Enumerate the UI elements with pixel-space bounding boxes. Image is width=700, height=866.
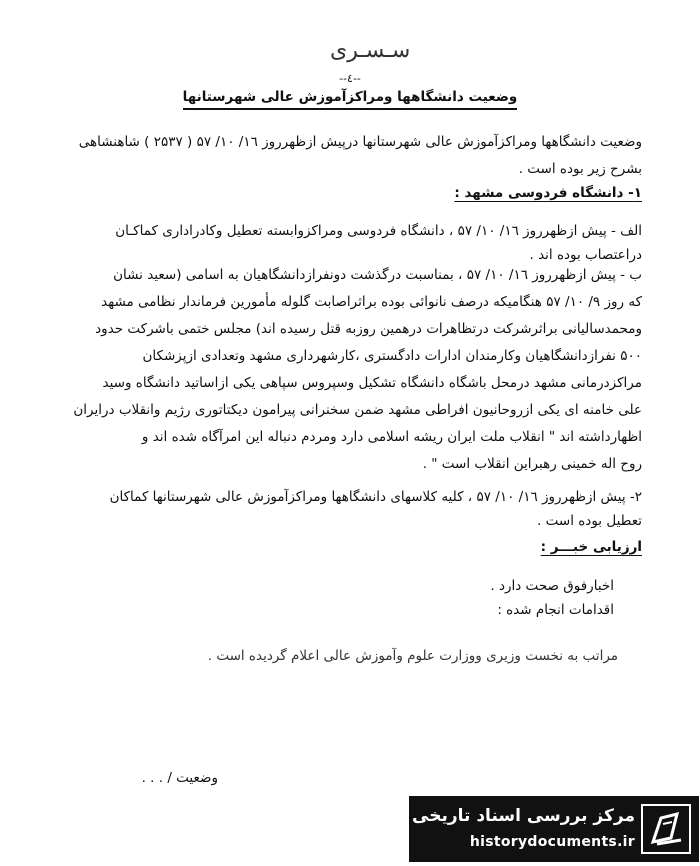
evaluation-text: اخبارفوق صحت دارد . bbox=[490, 578, 614, 594]
item-b-line-5: مراکزدرمانی مشهد درمحل باشگاه دانشگاه تشکیل وسپروس سپاهی یکی ازاساتید دانشگاه وسید bbox=[102, 375, 642, 391]
archive-watermark bbox=[409, 796, 699, 862]
item-b-line-1: ب - پیش ازظهرروز ۱٦/ ۱۰/ ۵۷ ، بمناسبت درگذشت دونفرازدانشگاهیان به اسامی (سعید نشان bbox=[113, 267, 642, 283]
archive-name: مرکز بررسی اسناد تاریخی bbox=[412, 806, 635, 826]
item-b-line-7: اظهارداشته اند " انقلاب ملت ایران ریشه اسلامی دارد ومردم دنباله این امرآگاه شده اند و bbox=[141, 429, 642, 445]
distribution-note: مراتب به نخست وزیری ووزارت علوم وآموزش عالی اعلام گردیده است . bbox=[207, 648, 618, 664]
document-title bbox=[0, 89, 700, 105]
section-2-line-1: ۲- پیش ازظهرروز ۱٦/ ۱۰/ ۵۷ ، کلیه کلاسهای دانشگاهها ومراکزآموزش عالی شهرستانها کماکان bbox=[109, 489, 642, 505]
item-b-line-4: ۵۰۰ نفرازدانشگاهیان وکارمندان ادارات دادگستری ،کارشهرداری مشهد وتعدادی ازپزشکان bbox=[142, 348, 642, 364]
classification-stamp: سـسـرى bbox=[330, 38, 411, 63]
intro-line-1: وضعیت دانشگاهها ومراکزآموزش عالی شهرستانها درپیش ازظهرروز ۱٦/ ۱۰/ ۵۷ ( ۲۵۳۷ ) شاهنشاهی bbox=[78, 134, 642, 150]
actions-label: اقدامات انجام شده : bbox=[497, 602, 614, 618]
status-footer: وضعیت / . . . bbox=[141, 770, 218, 786]
section-1-heading: ۱- دانشگاه فردوسی مشهد : bbox=[454, 185, 642, 201]
evaluation-heading: ارزیابی خبـــر : bbox=[540, 539, 642, 555]
item-a-line-1: الف - پیش ازظهرروز ۱٦/ ۱۰/ ۵۷ ، دانشگاه فردوسی ومراکزوابسته تعطیل وکادراداری کماکـان bbox=[115, 223, 642, 239]
section-2-line-2: تعطیل بوده است . bbox=[537, 513, 642, 529]
page-number: --٤-- bbox=[339, 72, 361, 85]
item-a-line-2: دراعتصاب بوده اند . bbox=[529, 247, 642, 263]
archive-logo-icon bbox=[641, 804, 691, 854]
intro-line-2: بشرح زیر بوده است . bbox=[518, 161, 642, 177]
item-b-line-2: که روز ۹/ ۱۰/ ۵۷ هنگامیکه درصف نانوائی بوده براثراصابت گلوله مأمورین فرماندار نظامی مشهد bbox=[101, 294, 642, 310]
archive-url: historydocuments.ir bbox=[469, 834, 635, 850]
item-b-line-8: روح اله خمینی رهبراین انقلاب است " . bbox=[422, 456, 642, 472]
document-title-text: وضعیت دانشگاهها ومراکزآموزش عالی شهرستانها bbox=[183, 89, 518, 110]
item-b-line-6: علی خامنه ای یکی ازروحانیون افراطی مشهد ضمن سخنرانی پیرامون دیکتاتوری رژیم وانقلاب درایران bbox=[73, 402, 642, 418]
item-b-line-3: ومحمدسالیانی براثرشرکت درتظاهرات درهمین روزبه قتل رسیده اند) مجلس ختمی باشرکت حدود bbox=[95, 321, 642, 337]
